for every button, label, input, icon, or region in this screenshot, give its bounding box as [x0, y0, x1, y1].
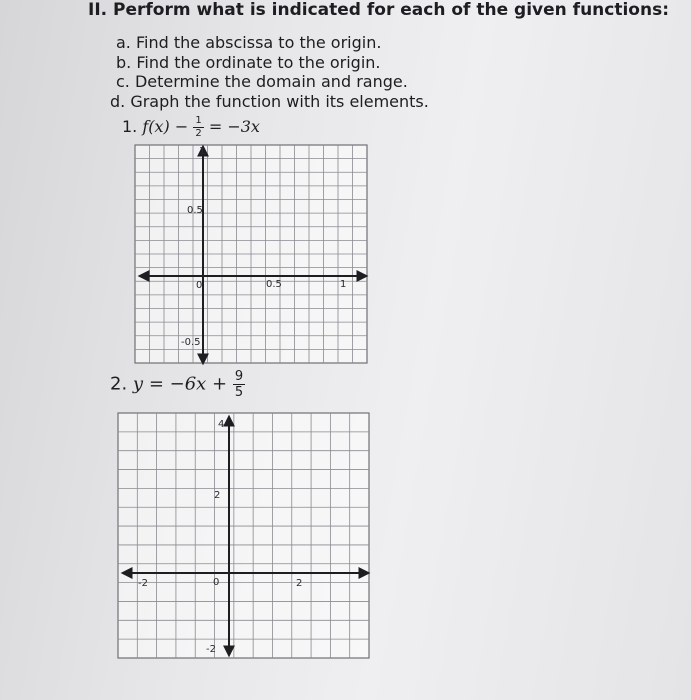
problem-1-frac-num: 1: [195, 115, 202, 126]
graph-2-label-y-two: 2: [214, 490, 221, 501]
problem-1-rhs: = −3x: [208, 117, 260, 136]
problem-2-lhs: y = −6x +: [132, 373, 228, 395]
graph-2-label-x-neg-two: -2: [138, 578, 148, 589]
graph-1-label-y-neg-half: -0.5: [181, 337, 201, 348]
graph-2-label-y-neg-two: -2: [206, 644, 216, 655]
instruction-d: d. Graph the function with its elements.: [110, 92, 429, 111]
graph-1: [135, 145, 367, 363]
graph-1-label-x-half: 0.5: [266, 279, 282, 290]
instruction-c: c. Determine the domain and range.: [116, 72, 408, 91]
problem-2-number: 2.: [110, 373, 128, 395]
problem-1-number: 1.: [122, 117, 138, 136]
graph-1-label-x-one: 1: [340, 279, 347, 290]
instruction-a: a. Find the abscissa to the origin.: [116, 33, 382, 52]
problem-2-frac-den: 5: [234, 385, 244, 400]
problem-2-frac-num: 9: [234, 369, 244, 384]
problem-1-frac-den: 2: [195, 128, 202, 139]
graph-2-label-x-two: 2: [296, 578, 303, 589]
graph-2-label-y-top: 4: [218, 419, 225, 430]
instruction-b: b. Find the ordinate to the origin.: [116, 53, 381, 72]
graph-2-frame: [118, 413, 369, 658]
graph-2: [118, 413, 369, 658]
graph-2-label-origin: 0: [213, 577, 220, 588]
graph-1-label-origin: 0: [196, 280, 203, 291]
problem-1-lhs: f(x) −: [142, 117, 189, 136]
graph-1-label-y-top: 1: [199, 146, 206, 157]
graph-1-label-y-half: 0.5: [187, 205, 203, 216]
section-heading: II. Perform what is indicated for each of the given functions:: [88, 0, 670, 20]
